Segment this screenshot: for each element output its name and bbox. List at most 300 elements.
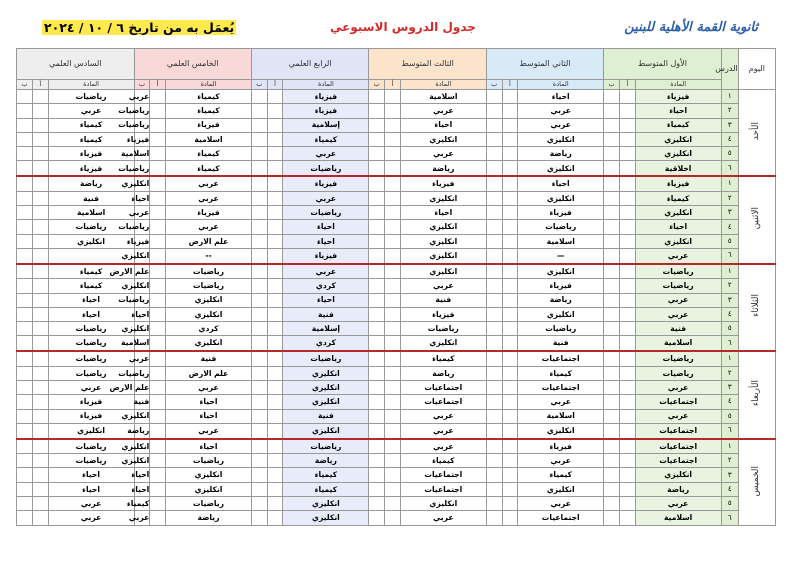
table-row xyxy=(17,206,776,220)
section-a-cell xyxy=(32,118,48,132)
section-b-cell xyxy=(251,176,267,191)
section-a-cell xyxy=(619,220,635,234)
section-a-cell xyxy=(267,176,283,191)
table-row xyxy=(17,322,776,336)
section-a-cell xyxy=(32,191,48,205)
subject-cell: فيزياء xyxy=(635,90,721,104)
subject-cell: انكليزي xyxy=(400,220,486,234)
section-b-cell xyxy=(486,482,502,496)
class-header-4: الرابع العلمي xyxy=(251,49,368,80)
section-b-cell xyxy=(369,234,385,248)
section-b-cell xyxy=(486,206,502,220)
section-a-cell xyxy=(619,307,635,321)
section-b-cell xyxy=(251,132,267,146)
section-a-cell xyxy=(385,468,401,482)
section-b-cell xyxy=(17,322,33,336)
subject-cell: إسلامية xyxy=(283,322,369,336)
section-b-cell xyxy=(369,409,385,423)
section-a-cell xyxy=(619,395,635,409)
subject-cell: اجتماعيات xyxy=(635,454,721,468)
section-b-cell: اسلامية xyxy=(134,147,150,161)
subject-cell: فيزياء xyxy=(48,147,134,161)
section-a-cell xyxy=(150,351,166,366)
subject-cell: انكليزي xyxy=(283,497,369,511)
period-number: ٥ xyxy=(721,147,738,161)
section-b-cell: علم الارض xyxy=(134,381,150,395)
subject-cell: احياء xyxy=(635,220,721,234)
subject-cell: رياضيات xyxy=(400,322,486,336)
subject-cell: اسلامية xyxy=(518,234,604,248)
section-a-cell xyxy=(385,307,401,321)
section-a-cell xyxy=(619,293,635,307)
subject-cell: كيمياء xyxy=(400,351,486,366)
section-b-cell xyxy=(17,104,33,118)
section-a-cell xyxy=(267,220,283,234)
section-b-cell xyxy=(486,468,502,482)
section-b-cell xyxy=(369,264,385,279)
subject-cell: رياضيات xyxy=(48,336,134,351)
section-b-cell: انكليزي xyxy=(134,279,150,293)
subject-cell: انكليزي xyxy=(283,366,369,380)
period-number: ٤ xyxy=(721,482,738,496)
section-b-cell xyxy=(369,482,385,496)
section-b-cell: علم الارض xyxy=(134,264,150,279)
subject-cell: احياء xyxy=(166,395,252,409)
section-header-subject: المادة xyxy=(635,80,721,90)
section-a-cell xyxy=(502,351,518,366)
subject-cell: رياضيات xyxy=(48,90,134,104)
section-a-cell xyxy=(267,336,283,351)
table-row xyxy=(17,104,776,118)
section-b-cell xyxy=(369,439,385,454)
section-b-cell xyxy=(17,90,33,104)
subject-cell: انكليزي xyxy=(283,381,369,395)
section-a-cell xyxy=(267,351,283,366)
section-b-cell xyxy=(604,468,620,482)
section-a-cell xyxy=(150,147,166,161)
section-a-cell xyxy=(150,118,166,132)
section-a-cell xyxy=(150,381,166,395)
section-b-cell xyxy=(17,351,33,366)
subject-cell: انكليزي xyxy=(400,132,486,146)
section-header-a: أ xyxy=(385,80,401,90)
section-a-cell xyxy=(267,118,283,132)
section-b-cell xyxy=(17,336,33,351)
subject-cell: عربي xyxy=(400,439,486,454)
section-b-cell xyxy=(17,381,33,395)
section-a-cell xyxy=(32,132,48,146)
section-a-cell xyxy=(150,511,166,526)
subject-cell: رياضيات xyxy=(283,206,369,220)
subject-cell: كيمياء xyxy=(48,264,134,279)
period-number: ٣ xyxy=(721,206,738,220)
section-b-cell xyxy=(251,381,267,395)
section-a-cell xyxy=(502,90,518,104)
subject-cell: احياء xyxy=(400,206,486,220)
subject-cell: -- xyxy=(166,248,252,263)
subject-cell: عربي xyxy=(48,511,134,526)
section-b-cell xyxy=(251,264,267,279)
section-a-cell xyxy=(267,468,283,482)
section-a-cell xyxy=(502,176,518,191)
subject-cell: رياضة xyxy=(283,454,369,468)
section-a-cell xyxy=(267,381,283,395)
section-a-cell xyxy=(385,381,401,395)
subject-cell: رياضة xyxy=(400,366,486,380)
section-a-cell xyxy=(385,279,401,293)
section-a-cell xyxy=(385,409,401,423)
section-b-cell xyxy=(17,264,33,279)
subject-cell: انكليزي xyxy=(283,423,369,438)
section-a-cell xyxy=(502,395,518,409)
subject-cell: فيزياء xyxy=(518,279,604,293)
section-a-cell xyxy=(267,423,283,438)
subject-cell: عربي xyxy=(166,381,252,395)
section-b-cell xyxy=(251,118,267,132)
subject-cell: رياضة xyxy=(166,511,252,526)
header-row-sections xyxy=(17,80,776,90)
section-a-cell xyxy=(267,234,283,248)
section-a-cell xyxy=(502,482,518,496)
subject-cell: احياء xyxy=(48,307,134,321)
subject-cell: فيزياء xyxy=(283,248,369,263)
period-number: ٢ xyxy=(721,366,738,380)
subject-cell: رياضيات xyxy=(48,366,134,380)
section-b-cell xyxy=(17,191,33,205)
subject-cell: كيمياء xyxy=(283,468,369,482)
subject-cell: انكليزي xyxy=(166,336,252,351)
section-a-cell xyxy=(267,454,283,468)
section-b-cell xyxy=(604,132,620,146)
section-a-cell xyxy=(150,497,166,511)
section-b-cell xyxy=(251,279,267,293)
section-a-cell xyxy=(619,264,635,279)
section-a-cell xyxy=(502,366,518,380)
table-row xyxy=(17,511,776,526)
section-a-cell xyxy=(619,336,635,351)
day-column-header: اليوم xyxy=(738,49,775,90)
section-a-cell xyxy=(267,90,283,104)
subject-cell: رياضة xyxy=(518,147,604,161)
section-a-cell xyxy=(267,104,283,118)
section-a-cell xyxy=(32,104,48,118)
section-b-cell xyxy=(604,409,620,423)
section-b-cell xyxy=(251,104,267,118)
section-b-cell: انكليزي xyxy=(134,454,150,468)
subject-cell: رياضيات xyxy=(518,220,604,234)
subject-cell: فيزياء xyxy=(283,90,369,104)
section-b-cell xyxy=(251,409,267,423)
subject-cell: انكليزي xyxy=(635,206,721,220)
section-a-cell xyxy=(502,279,518,293)
subject-cell: عربي xyxy=(400,104,486,118)
section-a-cell xyxy=(150,423,166,438)
section-a-cell xyxy=(619,176,635,191)
section-b-cell xyxy=(251,454,267,468)
section-b-cell xyxy=(251,90,267,104)
subject-cell: فيزياء xyxy=(48,395,134,409)
subject-cell: عربي xyxy=(518,395,604,409)
section-b-cell xyxy=(486,423,502,438)
section-a-cell xyxy=(32,248,48,263)
subject-cell: كردي xyxy=(166,322,252,336)
section-a-cell xyxy=(150,248,166,263)
table-row xyxy=(17,220,776,234)
section-b-cell xyxy=(486,234,502,248)
subject-cell: اجتماعيات xyxy=(400,395,486,409)
section-b-cell xyxy=(17,454,33,468)
section-b-cell: انكليزي xyxy=(134,176,150,191)
section-a-cell xyxy=(267,482,283,496)
subject-cell: عربي xyxy=(635,497,721,511)
subject-cell: اسلامية xyxy=(635,511,721,526)
section-b-cell xyxy=(17,468,33,482)
section-b-cell: فيزياء xyxy=(134,234,150,248)
period-number: ٣ xyxy=(721,293,738,307)
section-a-cell xyxy=(619,104,635,118)
subject-cell: كيمياء xyxy=(166,161,252,176)
section-b-cell: اسلامية xyxy=(134,336,150,351)
subject-cell: انكليزي xyxy=(283,511,369,526)
section-b-cell xyxy=(369,90,385,104)
section-b-cell: انكليزي xyxy=(134,409,150,423)
section-a-cell xyxy=(502,118,518,132)
subject-cell: فيزياء xyxy=(283,176,369,191)
class-header-5: الخامس العلمي xyxy=(134,49,251,80)
section-a-cell xyxy=(385,118,401,132)
section-a-cell xyxy=(32,351,48,366)
section-a-cell xyxy=(32,468,48,482)
subject-cell: رياضيات xyxy=(48,439,134,454)
subject-cell: اجتماعيات xyxy=(400,381,486,395)
section-b-cell xyxy=(369,423,385,438)
table-row xyxy=(17,147,776,161)
subject-cell: فيزياء xyxy=(283,104,369,118)
section-b-cell xyxy=(17,161,33,176)
subject-cell: كيمياء xyxy=(166,147,252,161)
section-b-cell xyxy=(17,176,33,191)
section-a-cell xyxy=(619,322,635,336)
table-row xyxy=(17,90,776,104)
schedule-body xyxy=(17,90,776,526)
subject-cell: عربي xyxy=(635,409,721,423)
table-row xyxy=(17,118,776,132)
subject-cell: فنية xyxy=(283,307,369,321)
section-b-cell xyxy=(486,191,502,205)
section-a-cell xyxy=(385,264,401,279)
section-a-cell xyxy=(619,482,635,496)
section-b-cell xyxy=(251,395,267,409)
day-name-label: الأربعاء xyxy=(751,380,762,407)
subject-cell: احياء xyxy=(518,90,604,104)
subject-cell: كيمياء xyxy=(518,366,604,380)
table-row xyxy=(17,279,776,293)
subject-cell: انكليزي xyxy=(635,132,721,146)
period-number: ٢ xyxy=(721,104,738,118)
table-row xyxy=(17,161,776,176)
subject-cell: عربي xyxy=(283,264,369,279)
section-b-cell xyxy=(604,220,620,234)
section-a-cell xyxy=(267,409,283,423)
subject-cell: فيزياء xyxy=(48,409,134,423)
section-b-cell xyxy=(604,497,620,511)
subject-cell: كيمياء xyxy=(166,104,252,118)
section-b-cell xyxy=(486,307,502,321)
section-b-cell xyxy=(486,279,502,293)
subject-cell: فنية xyxy=(518,336,604,351)
subject-cell: عربي xyxy=(635,307,721,321)
subject-cell: فيزياء xyxy=(635,176,721,191)
subject-cell: عربي xyxy=(400,409,486,423)
section-a-cell xyxy=(150,336,166,351)
subject-cell: انكليزي xyxy=(518,307,604,321)
section-b-cell xyxy=(486,439,502,454)
section-b-cell xyxy=(369,497,385,511)
subject-cell: اسلامية xyxy=(635,336,721,351)
schedule-table-wrapper xyxy=(16,48,776,526)
subject-cell: عربي xyxy=(166,176,252,191)
subject-cell: احياء xyxy=(48,482,134,496)
section-a-cell xyxy=(267,497,283,511)
section-a-cell xyxy=(502,381,518,395)
subject-cell: رياضيات xyxy=(48,220,134,234)
section-b-cell xyxy=(604,395,620,409)
section-a-cell xyxy=(32,293,48,307)
table-row xyxy=(17,439,776,454)
section-b-cell xyxy=(251,439,267,454)
subject-cell: فيزياء xyxy=(400,307,486,321)
section-a-cell xyxy=(502,293,518,307)
section-a-cell xyxy=(619,279,635,293)
subject-cell: انكليزي xyxy=(518,423,604,438)
section-b-cell: عربي xyxy=(134,206,150,220)
subject-cell: اسلامية xyxy=(48,206,134,220)
section-b-cell xyxy=(604,264,620,279)
subject-cell: انكليزي xyxy=(166,307,252,321)
table-row xyxy=(17,176,776,191)
section-b-cell xyxy=(486,161,502,176)
section-b-cell xyxy=(369,351,385,366)
section-b-cell xyxy=(486,220,502,234)
period-number: ١ xyxy=(721,176,738,191)
subject-cell: فيزياء xyxy=(518,439,604,454)
section-a-cell xyxy=(619,206,635,220)
subject-cell: فنية xyxy=(283,409,369,423)
section-a-cell xyxy=(385,395,401,409)
table-row xyxy=(17,191,776,205)
subject-cell: — xyxy=(518,248,604,263)
section-header-b: ب xyxy=(604,80,620,90)
subject-cell: رياضيات xyxy=(283,439,369,454)
section-a-cell xyxy=(32,336,48,351)
section-b-cell: انكليزي xyxy=(134,322,150,336)
period-number: ٥ xyxy=(721,497,738,511)
section-b-cell xyxy=(17,439,33,454)
section-b-cell xyxy=(369,395,385,409)
subject-cell: فيزياء xyxy=(166,206,252,220)
section-a-cell xyxy=(385,366,401,380)
section-b-cell: كيمياء xyxy=(134,497,150,511)
section-header-subject: المادة xyxy=(400,80,486,90)
section-a-cell xyxy=(502,307,518,321)
section-a-cell xyxy=(150,468,166,482)
section-b-cell xyxy=(486,351,502,366)
section-b-cell xyxy=(604,336,620,351)
section-a-cell xyxy=(150,161,166,176)
section-b-cell xyxy=(486,511,502,526)
section-a-cell xyxy=(150,220,166,234)
section-a-cell xyxy=(619,468,635,482)
day-name xyxy=(738,176,775,263)
subject-cell: عربي xyxy=(518,104,604,118)
subject-cell: احياء xyxy=(635,104,721,118)
section-b-cell xyxy=(486,409,502,423)
section-b-cell xyxy=(17,409,33,423)
section-b-cell: رياضة xyxy=(134,423,150,438)
subject-cell: انكليزي xyxy=(400,191,486,205)
subject-cell: عربي xyxy=(283,191,369,205)
subject-cell: رياضيات xyxy=(518,322,604,336)
table-row xyxy=(17,293,776,307)
subject-cell: اجتماعيات xyxy=(635,423,721,438)
section-b-cell xyxy=(486,132,502,146)
day-name xyxy=(738,90,775,177)
section-b-cell xyxy=(369,248,385,263)
subject-cell: انكليزي xyxy=(48,423,134,438)
section-b-cell xyxy=(251,322,267,336)
section-b-cell xyxy=(251,206,267,220)
section-b-cell xyxy=(251,293,267,307)
section-a-cell xyxy=(267,147,283,161)
section-header-b: ب xyxy=(17,80,33,90)
table-row xyxy=(17,381,776,395)
section-b-cell xyxy=(369,220,385,234)
section-a-cell xyxy=(619,118,635,132)
section-b-cell xyxy=(17,220,33,234)
subject-cell: رياضة xyxy=(518,293,604,307)
section-b-cell xyxy=(369,468,385,482)
section-a-cell xyxy=(502,336,518,351)
subject-cell: انكليزي xyxy=(518,482,604,496)
section-b-cell: انكليزي xyxy=(134,439,150,454)
section-b-cell xyxy=(604,293,620,307)
section-b-cell xyxy=(251,147,267,161)
section-a-cell xyxy=(385,220,401,234)
section-b-cell xyxy=(486,322,502,336)
section-a-cell xyxy=(385,176,401,191)
section-a-cell xyxy=(619,423,635,438)
table-row xyxy=(17,482,776,496)
section-b-cell xyxy=(486,497,502,511)
section-b-cell xyxy=(17,366,33,380)
section-b-cell xyxy=(369,279,385,293)
section-a-cell xyxy=(32,511,48,526)
class-header-2: الثاني المتوسط xyxy=(486,49,603,80)
subject-cell: اجتماعيات xyxy=(400,468,486,482)
section-a-cell xyxy=(385,132,401,146)
section-b-cell xyxy=(604,248,620,263)
section-a-cell xyxy=(385,191,401,205)
section-b-cell xyxy=(604,118,620,132)
subject-cell: انكليزي xyxy=(635,234,721,248)
period-number: ٣ xyxy=(721,118,738,132)
section-a-cell xyxy=(385,322,401,336)
subject-cell: رياضيات xyxy=(48,351,134,366)
section-b-cell xyxy=(604,351,620,366)
section-b-cell: فنية xyxy=(134,395,150,409)
section-a-cell xyxy=(32,366,48,380)
section-b-cell xyxy=(604,423,620,438)
